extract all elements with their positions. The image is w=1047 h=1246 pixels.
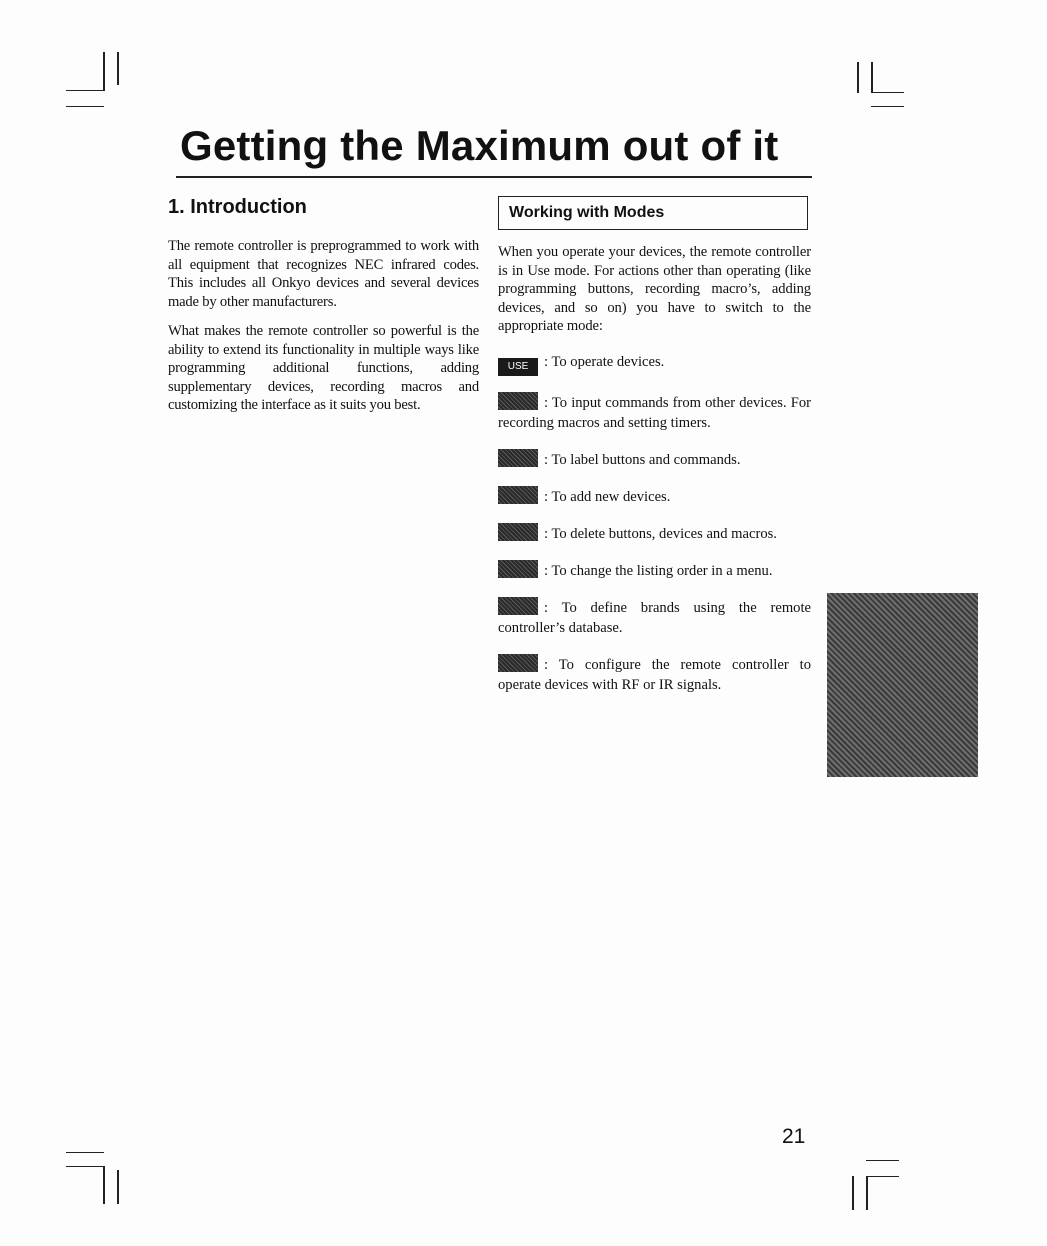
mode-item-brand <box>498 597 811 638</box>
crop-mark-top-right-h2 <box>871 106 904 107</box>
mode-description: : To change the listing order in a menu. <box>544 562 773 579</box>
crop-mark-bottom-left-h2 <box>66 1166 104 1167</box>
mode-item-use <box>498 352 811 376</box>
mode-description: : To define brands using the remote controller’s database. <box>498 599 811 636</box>
crop-mark-top-left-h2 <box>66 106 104 107</box>
delete-mode-icon <box>498 523 538 541</box>
crop-mark-top-left-h <box>66 90 104 91</box>
mode-item-move <box>498 560 811 581</box>
mode-description: : To configure the remote controller to operate devices with RF or IR signals. <box>498 656 811 693</box>
crop-mark-bottom-right-v2 <box>866 1176 868 1210</box>
move-mode-icon <box>498 560 538 578</box>
add-mode-icon <box>498 486 538 504</box>
crop-mark-top-right-h <box>871 92 904 93</box>
crop-mark-bottom-right-h <box>866 1160 899 1161</box>
working-with-modes-column <box>498 243 811 711</box>
mode-item-learn <box>498 392 811 433</box>
mode-item-label <box>498 449 811 470</box>
chapter-thumb-tab <box>827 593 978 777</box>
mode-description: : To label buttons and commands. <box>544 451 741 468</box>
introduction-heading: 1. Introduction <box>168 196 307 218</box>
introduction-column <box>168 237 479 426</box>
crop-mark-top-left-v1 <box>103 52 105 91</box>
label-mode-icon <box>498 449 538 467</box>
brand-mode-icon <box>498 597 538 615</box>
mode-description: : To add new devices. <box>544 488 671 505</box>
modes-intro: When you operate your devices, the remote controller is in Use mode. For actions other than operating (like programming buttons, recording macro’s, adding devices, and so on) you have to switch to the appropriate mode: <box>498 244 811 334</box>
mode-description: : To delete buttons, devices and macros. <box>544 525 777 542</box>
crop-mark-bottom-right-v1 <box>852 1176 854 1210</box>
introduction-paragraph: What makes the remote controller so powerful is the ability to extend its functionality in multiple ways like programming additional functions, adding supplementary devices, recording macros and customizing the interface as it suits you best. <box>168 323 479 413</box>
crop-mark-top-left-v2 <box>117 52 119 85</box>
use-mode-icon: USE <box>498 358 538 376</box>
learn-mode-icon <box>498 392 538 410</box>
crop-mark-bottom-left-v2 <box>117 1170 119 1204</box>
mode-description: : To input commands from other devices. For recording macros and setting timers. <box>498 394 811 431</box>
working-with-modes-heading: Working with Modes <box>498 196 808 230</box>
crop-mark-top-right-v1 <box>857 62 859 93</box>
mode-item-add <box>498 486 811 507</box>
crop-mark-top-right-v2 <box>871 62 873 93</box>
configure-mode-icon <box>498 654 538 672</box>
crop-mark-bottom-left-v1 <box>103 1166 105 1204</box>
mode-item-configure <box>498 654 811 695</box>
page-title: Getting the Maximum out of it <box>180 122 779 169</box>
crop-mark-bottom-left-h <box>66 1152 104 1153</box>
page-number: 21 <box>782 1125 806 1148</box>
crop-mark-bottom-right-h2 <box>866 1176 899 1177</box>
mode-item-delete <box>498 523 811 544</box>
introduction-paragraph: The remote controller is preprogrammed to work with all equipment that recognizes NEC infrared codes. This includes all Onkyo devices and several devices made by other manufacturers. <box>168 238 479 310</box>
title-rule <box>176 176 812 178</box>
mode-description: : To operate devices. <box>544 353 665 370</box>
